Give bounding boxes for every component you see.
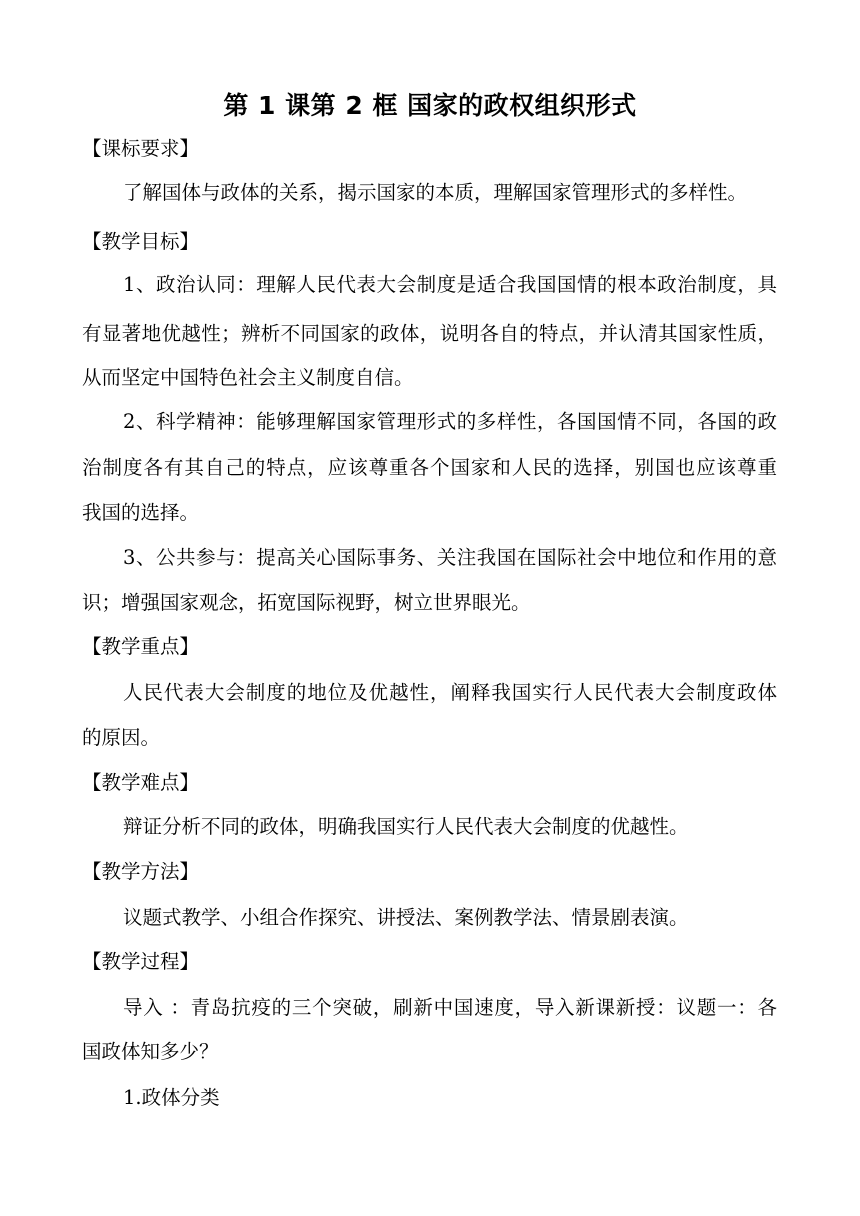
difficulty-text: 辩证分析不同的政体，明确我国实行人民代表大会制度的优越性。 bbox=[123, 815, 689, 838]
goal3-line2: 识；增强国家观念，拓宽国际视野，树立世界眼光。 bbox=[82, 591, 531, 614]
goal1-line1: 1、政治认同：理解人民代表大会制度是适合我国国情的根本政治制度，具 bbox=[123, 273, 777, 296]
section-heading-method: 【教学方法】 bbox=[82, 860, 200, 883]
goal2-line3: 我国的选择。 bbox=[82, 501, 200, 524]
key-line1: 人民代表大会制度的地位及优越性，阐释我国实行人民代表大会制度政体 bbox=[123, 681, 777, 704]
method-text: 议题式教学、小组合作探究、讲授法、案例教学法、情景剧表演。 bbox=[123, 906, 689, 929]
goal1-line2: 有显著地优越性；辨析不同国家的政体，说明各自的特点，并认清其国家性质， bbox=[82, 322, 777, 345]
section-heading-goals: 【教学目标】 bbox=[82, 230, 200, 253]
goal1-line3: 从而坚定中国特色社会主义制度自信。 bbox=[82, 366, 414, 389]
process-line3: 1.政体分类 bbox=[123, 1086, 220, 1109]
goal2-line1: 2、科学精神：能够理解国家管理形式的多样性，各国国情不同，各国的政 bbox=[123, 410, 777, 433]
process-line1: 导入 ：青岛抗疫的三个突破，刷新中国速度，导入新课新授：议题一：各 bbox=[123, 996, 777, 1019]
page-title: 第 1 课第 2 框 国家的政权组织形式 bbox=[223, 91, 637, 120]
section-heading-standard: 【课标要求】 bbox=[82, 137, 200, 160]
section-heading-difficulty: 【教学难点】 bbox=[82, 771, 200, 794]
key-line2: 的原因。 bbox=[82, 726, 161, 749]
standard-text: 了解国体与政体的关系，揭示国家的本质，理解国家管理形式的多样性。 bbox=[123, 181, 748, 204]
section-heading-key: 【教学重点】 bbox=[82, 635, 200, 658]
goal3-line1: 3、公共参与：提高关心国际事务、关注我国在国际社会中地位和作用的意 bbox=[123, 546, 777, 569]
process-line2: 国政体知多少？ bbox=[82, 1040, 219, 1063]
section-heading-process: 【教学过程】 bbox=[82, 950, 200, 973]
goal2-line2: 治制度各有其自己的特点，应该尊重各个国家和人民的选择，别国也应该尊重 bbox=[82, 456, 777, 479]
